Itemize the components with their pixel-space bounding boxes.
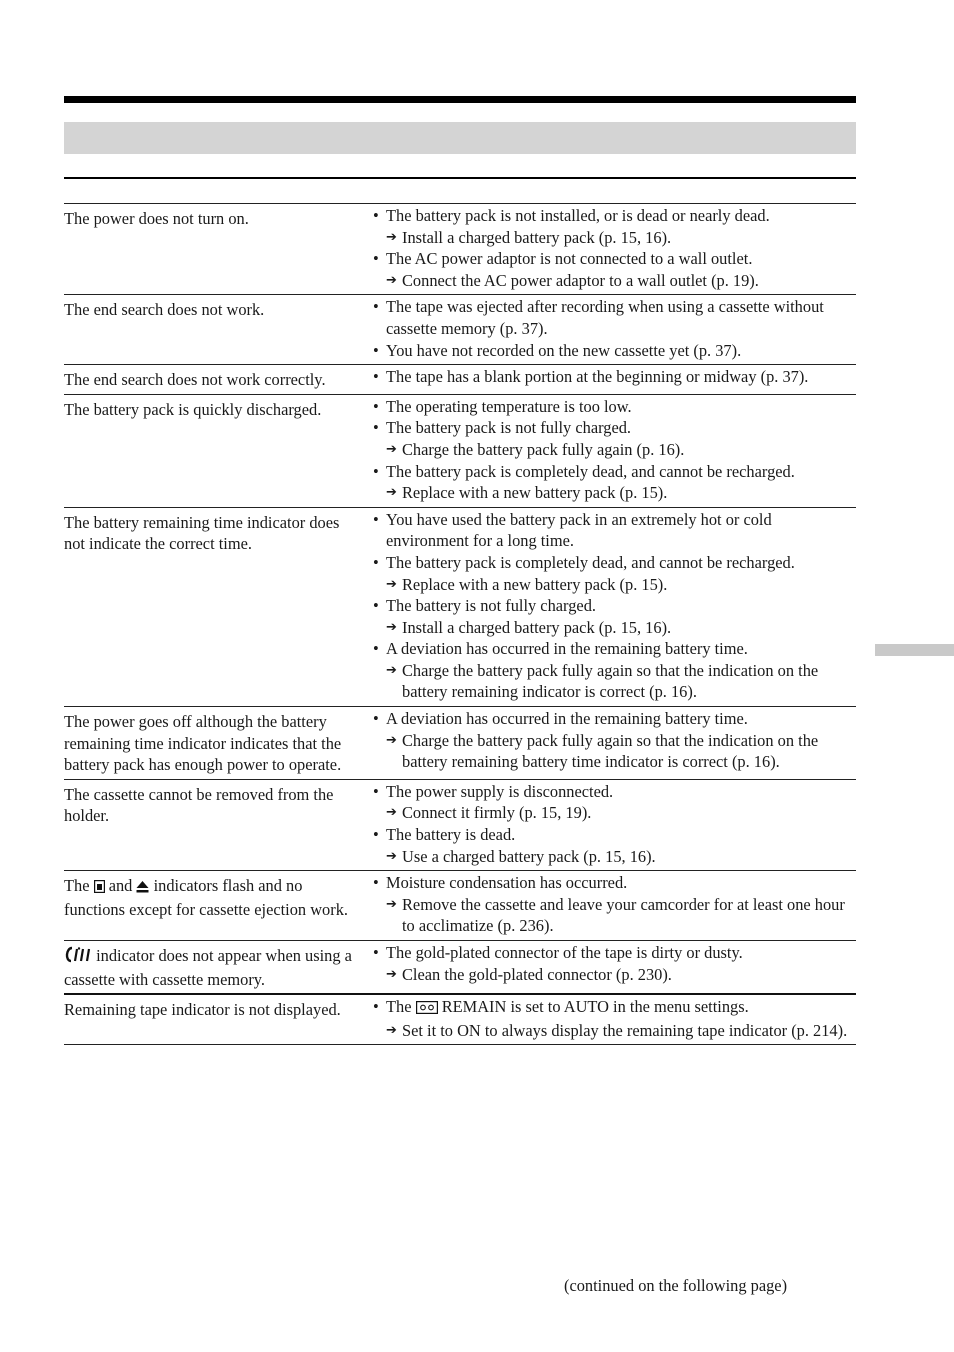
bullet-marker: • <box>373 709 379 729</box>
symptom-cell: Remaining tape indicator is not displayed. <box>64 1000 341 1020</box>
table-row <box>64 295 856 365</box>
arrow-icon: ➔ <box>386 966 397 982</box>
cause-item: • The battery pack is not installed, or is dead or nearly dead. <box>370 205 856 227</box>
top-rule <box>64 96 856 103</box>
cassette-memory-icon <box>64 946 92 969</box>
remedy-cell <box>370 509 856 703</box>
fix-item: ➔ Charge the battery pack fully again so that the indication on the battery remaining battery time indicator is correct (p. 16). <box>386 730 819 772</box>
arrow-icon: ➔ <box>386 441 397 457</box>
bullet-marker: • <box>373 206 379 225</box>
remedy-cell <box>370 942 856 990</box>
remedy-cell <box>370 396 856 504</box>
arrow-icon: ➔ <box>386 229 397 245</box>
cause-item: • The gold-plated connector of the tape is dirty or dusty. <box>370 942 856 964</box>
arrow-icon: ➔ <box>386 619 397 635</box>
remedy-cell <box>370 708 856 776</box>
bullet-marker: • <box>373 596 379 616</box>
symptom-cell: The end search does not work. <box>64 300 265 320</box>
fix-item: ➔ Clean the gold-plated connector (p. 230). <box>386 964 672 984</box>
bullet-marker: • <box>373 639 379 659</box>
continued-note: (continued on the following page) <box>564 1276 788 1295</box>
symptom-cell: The cassette cannot be removed from the holder. <box>64 784 334 826</box>
arrow-icon: ➔ <box>386 896 397 912</box>
bullet-marker: • <box>373 249 379 269</box>
arrow-icon: ➔ <box>386 732 397 748</box>
arrow-icon: ➔ <box>386 576 397 592</box>
symptom-cell: The battery remaining time indicator does not indicate the correct time. <box>64 512 340 554</box>
cause-item: • A deviation has occurred in the remaining battery time. <box>370 708 856 730</box>
cause-item: • The battery is dead. <box>370 824 856 846</box>
table-row <box>64 508 856 707</box>
fix-item: ➔ Install a charged battery pack (p. 15, 16). <box>386 617 672 637</box>
eject-icon <box>136 877 149 899</box>
cassette-icon <box>416 998 438 1020</box>
cause-item: • The battery pack is completely dead, and cannot be recharged. <box>370 552 856 574</box>
bullet-marker: • <box>373 396 379 416</box>
cause-item: • The tape has a blank portion at the beginning or midway (p. 37). <box>370 366 856 388</box>
fix-item: ➔ Remove the cassette and leave your camcorder for at least one hour to acclimatize (p. 236). <box>386 894 845 936</box>
arrow-icon: ➔ <box>386 848 397 864</box>
remedy-cell <box>370 205 856 291</box>
symptom-cell: The and indicators flash and no functions except for cassette ejection work. <box>64 876 348 919</box>
fix-item: ➔ Set it to ON to always display the remaining tape indicator (p. 214). <box>386 1020 848 1040</box>
bullet-marker: • <box>373 943 379 962</box>
symptom-cell: The power goes off although the battery remaining time indicator indicates that the battery pack has enough power to operate. <box>64 712 342 775</box>
section-header-band <box>64 122 856 154</box>
cause-item: • The operating temperature is too low. <box>370 396 856 418</box>
cause-item: • The battery is not fully charged. <box>370 595 856 617</box>
cause-item: • The tape was ejected after recording when using a cassette without cassette memory (p. 37). <box>370 296 856 339</box>
header-rule <box>64 177 856 179</box>
table-row <box>64 941 856 995</box>
fix-item: ➔ Charge the battery pack fully again (p. 16). <box>386 439 685 459</box>
cause-item: • You have used the battery pack in an extremely hot or cold environment for a long time. <box>370 509 856 552</box>
tape-icon <box>94 877 105 899</box>
bullet-marker: • <box>373 367 379 387</box>
arrow-icon: ➔ <box>386 1022 397 1038</box>
bullet-marker: • <box>373 825 379 845</box>
table-row <box>64 395 856 508</box>
chapter-side-tab <box>875 644 954 656</box>
bullet-marker: • <box>373 418 379 438</box>
table-row <box>64 365 856 395</box>
cause-item: • The power supply is disconnected. <box>370 781 856 803</box>
remedy-cell <box>370 781 856 867</box>
cause-item: • Moisture condensation has occurred. <box>370 872 856 894</box>
cause-item: • The battery pack is not fully charged. <box>370 417 856 439</box>
bullet-marker: • <box>373 297 379 317</box>
remedy-cell <box>370 996 856 1041</box>
bullet-marker: • <box>373 461 379 481</box>
table-row <box>64 204 856 295</box>
fix-item: ➔ Connect the AC power adaptor to a wall outlet (p. 19). <box>386 270 759 290</box>
table-row <box>64 871 856 941</box>
table-row <box>64 707 856 780</box>
cause-item: • The AC power adaptor is not connected to a wall outlet. <box>370 248 856 270</box>
symptom-cell: The power does not turn on. <box>64 209 249 228</box>
cause-item: • You have not recorded on the new cassette yet (p. 37). <box>370 340 856 362</box>
arrow-icon: ➔ <box>386 662 397 678</box>
cause-item: • The battery pack is completely dead, and cannot be recharged. <box>370 461 856 483</box>
cause-item: • The REMAIN is set to AUTO in the menu settings. <box>370 996 856 1020</box>
fix-item: ➔ Connect it firmly (p. 15, 19). <box>386 803 592 823</box>
fix-item: ➔ Replace with a new battery pack (p. 15). <box>386 483 668 503</box>
symptom-cell: indicator does not appear when using a cassette with cassette memory. <box>64 946 352 989</box>
remedy-cell <box>370 872 856 937</box>
troubleshooting-table <box>64 203 856 1045</box>
arrow-icon: ➔ <box>386 805 397 821</box>
symptom-cell: The battery pack is quickly discharged. <box>64 399 322 419</box>
symptom-cell: The end search does not work correctly. <box>64 370 326 390</box>
fix-item: ➔ Install a charged battery pack (p. 15, 16). <box>386 227 672 247</box>
remedy-cell <box>370 366 856 391</box>
table-row <box>64 995 856 1045</box>
bullet-marker: • <box>373 552 379 572</box>
bullet-marker: • <box>373 781 379 801</box>
table-row <box>64 780 856 871</box>
bullet-marker: • <box>373 509 379 529</box>
fix-item: ➔ Replace with a new battery pack (p. 15). <box>386 574 668 594</box>
cause-item: • A deviation has occurred in the remaining battery time. <box>370 638 856 660</box>
bullet-marker: • <box>373 873 379 893</box>
bullet-marker: • <box>373 340 379 360</box>
arrow-icon: ➔ <box>386 485 397 501</box>
fix-item: ➔ Use a charged battery pack (p. 15, 16). <box>386 846 656 866</box>
remedy-cell <box>370 296 856 361</box>
bullet-marker: • <box>373 997 379 1017</box>
fix-item: ➔ Charge the battery pack fully again so that the indication on the battery remaining indicator is correct (p. 16). <box>386 660 819 702</box>
arrow-icon: ➔ <box>386 272 397 288</box>
